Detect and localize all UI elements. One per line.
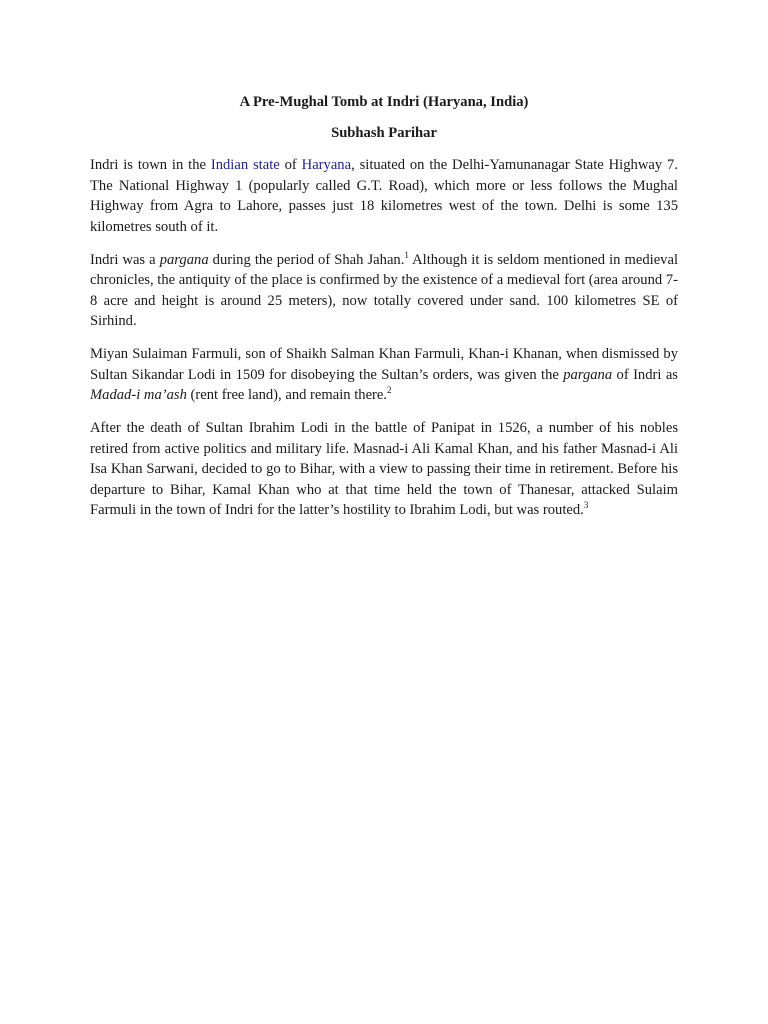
document-title: A Pre-Mughal Tomb at Indri (Haryana, India) <box>239 94 529 110</box>
footnote-ref-2[interactable]: 2 <box>387 385 392 396</box>
document-body <box>90 92 678 533</box>
paragraph-3-text-b: of Indri as <box>612 366 678 383</box>
paragraph-2-text-c: Although it is seldom mentioned in medieval chronicles, the antiquity of the place is confirmed by the existence of a medieval fort (area around 7-8 acre and height is around 25 meters), now totally covered under sand. 100 kilometres SE of Sirhind. <box>90 251 678 329</box>
paragraph-3-text-c: (rent free land), and remain there. <box>186 387 388 403</box>
footnote-ref-1[interactable]: 1 <box>404 249 409 260</box>
term-pargana: pargana <box>159 251 209 268</box>
document-author: Subhash Parihar <box>331 125 437 141</box>
link-haryana[interactable]: Haryana <box>301 157 352 173</box>
term-pargana: pargana <box>563 366 613 383</box>
paragraph-4-text-a: After the death of Sultan Ibrahim Lodi in the battle of Panipat in 1526, a number of his nobles retired from active politics and military life. Masnad-i Ali Kamal Khan, and his father Masnad-i Ali Isa Khan Sarwani, decided to go to Bihar, with a view to passing their time in retirement. Before his departure to Bihar, Kamal Khan who at that time held the town of Thanesar, attacked Sulaim Farmuli in the town of Indri for the latter’s hostility to Ibrahim Lodi, but was routed. <box>90 420 678 518</box>
paragraph-1-text-c: , situated on the Delhi-Yamunanagar State Highway 7. The National Highway 1 (popularly called G.T. Road), which more or less follows the Mughal Highway from Agra to Lahore, passes just 18 kilometres west of the town. Delhi is some 135 kilometres south of it. <box>90 157 678 235</box>
term-madad-i-maash: Madad-i ma’ash <box>90 387 187 403</box>
paragraph-2 <box>90 250 678 332</box>
paragraph-2-text-a: Indri was a <box>90 251 160 268</box>
paragraph-2-text-b: during the period of Shah Jahan. <box>208 251 405 268</box>
paragraph-1-text-b: of <box>279 157 302 173</box>
paragraph-4 <box>90 418 678 521</box>
paragraph-3-text-a: Miyan Sulaiman Farmuli, son of Shaikh Salman Khan Farmuli, Khan-i Khanan, when dismissed by Sultan Sikandar Lodi in 1509 for disobeying the Sultan’s orders, was given the <box>90 346 678 383</box>
paragraph-1 <box>90 155 678 237</box>
paragraph-1-text-a: Indri is town in the <box>90 157 211 173</box>
link-indian-state[interactable]: Indian state <box>210 157 280 173</box>
footnote-ref-3[interactable]: 3 <box>583 500 589 511</box>
paragraph-3 <box>90 344 678 406</box>
